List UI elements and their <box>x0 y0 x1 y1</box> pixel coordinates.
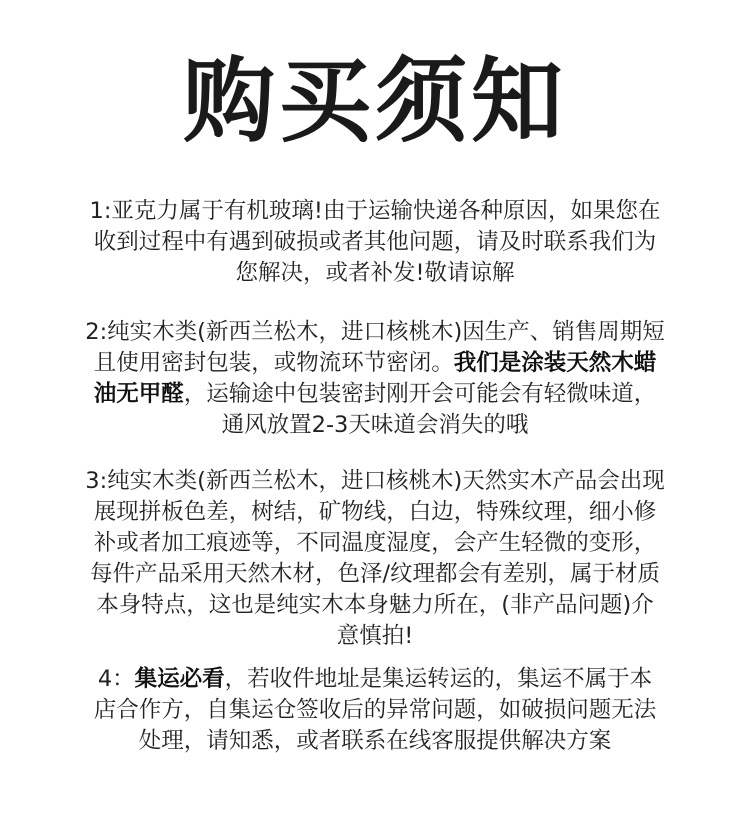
notice-line <box>40 695 710 726</box>
notice-text: 且使用密封包装，或物流环节密闭。 <box>93 350 454 376</box>
notice-4 <box>40 664 710 757</box>
notice-text: ，运输途中包装密封刚开会可能会有轻微味道， <box>183 381 657 407</box>
notice-text: 店合作方，自集运仓签收后的异常问题，如破损问题无法 <box>93 697 657 723</box>
notice-text: 1:亚克力属于有机玻璃!由于运输快递各种原因，如果您在 <box>89 198 661 224</box>
notice-line <box>40 590 710 621</box>
emphasis-text: 我们是涂装天然木蜡 <box>453 350 657 376</box>
notice-text: 处理，请知悉，或者联系在线客服提供解决方案 <box>138 728 612 754</box>
notice-line <box>40 258 710 289</box>
notice-text: 本身特点，这也是纯实木本身魅力所在，(非产品问题)介 <box>96 592 654 618</box>
notice-text: 通风放置2-3天味道会消失的哦 <box>221 412 529 438</box>
notice-text: 每件产品采用天然木材，色泽/纹理都会有差别，属于材质 <box>89 561 661 587</box>
notice-text: 展现拼板色差，树结，矿物线，白边，特殊纹理，细小修 <box>93 499 657 525</box>
notice-2 <box>40 317 710 441</box>
page-title: 购买须知 <box>182 48 567 155</box>
notice-line <box>40 196 710 227</box>
notice-text: ，若收件地址是集运转运的，集运不属于本 <box>224 666 653 692</box>
notice-text: 补或者加工痕迹等，不同温度湿度，会产生轻微的变形， <box>93 530 657 556</box>
notice-1 <box>40 196 710 289</box>
notice-line <box>40 621 710 652</box>
notice-line <box>40 227 710 258</box>
notice-text: 意慎拍! <box>336 623 414 649</box>
notice-line <box>40 528 710 559</box>
notice-text: 4： <box>97 666 135 692</box>
notice-text: 3:纯实木类(新西兰松木，进口核桃木)天然实木产品会出现 <box>85 468 665 494</box>
notice-line <box>40 559 710 590</box>
notice-line <box>40 317 710 348</box>
notice-line <box>40 497 710 528</box>
notice-line <box>40 379 710 410</box>
notice-text: 2:纯实木类(新西兰松木，进口核桃木)因生产、销售周期短 <box>85 319 665 345</box>
emphasis-text: 油无甲醛 <box>93 381 184 407</box>
notice-text: 您解决，或者补发!敬请谅解 <box>235 260 515 286</box>
notice-line <box>40 348 710 379</box>
notice-text: 收到过程中有遇到破损或者其他问题，请及时联系我们为 <box>93 229 657 255</box>
notice-line <box>40 726 710 757</box>
notice-line <box>40 466 710 497</box>
notice-line <box>40 410 710 441</box>
notice-line <box>40 664 710 695</box>
emphasis-text: 集运必看 <box>134 666 225 692</box>
notice-3 <box>40 466 710 652</box>
